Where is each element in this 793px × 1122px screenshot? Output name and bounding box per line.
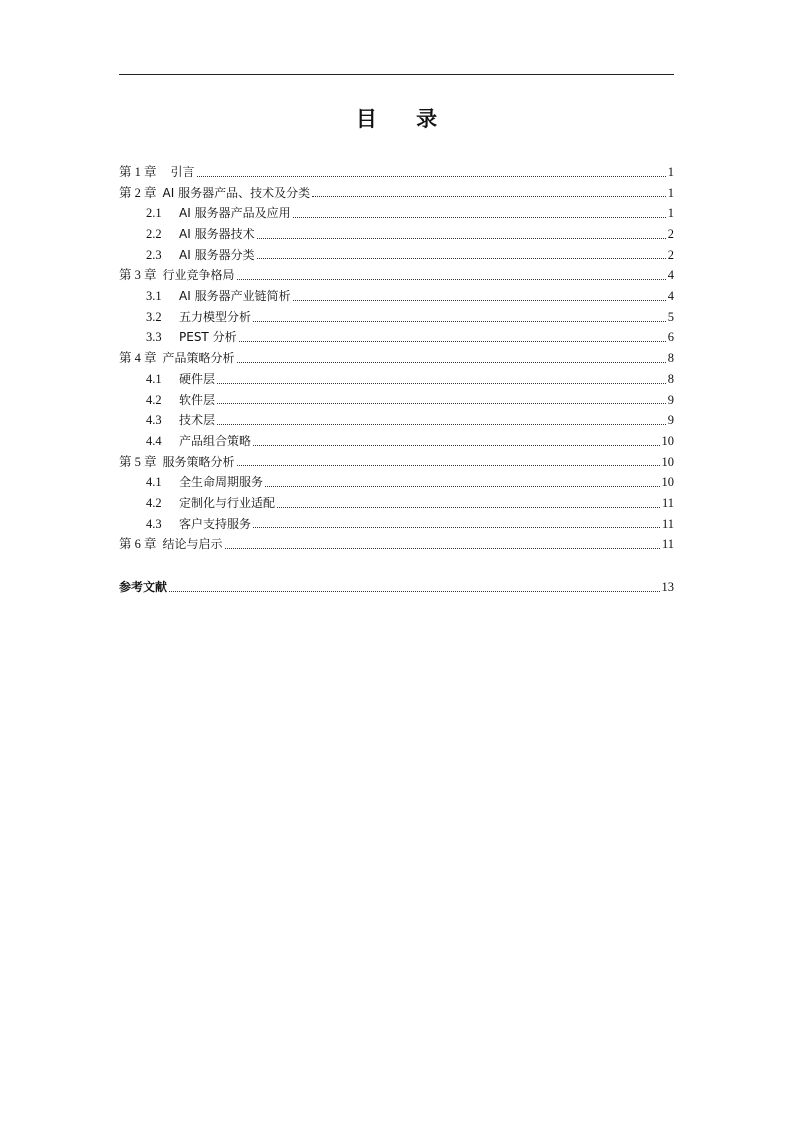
toc-leader-dots — [277, 507, 660, 508]
toc-entry-title: 硬件层 — [179, 371, 216, 386]
toc-leader-dots — [217, 424, 666, 425]
toc-entry-title: 服务策略分析 — [162, 454, 235, 469]
toc-entry-title: AI 服务器技术 — [179, 227, 255, 242]
toc-entry-title: AI 服务器产业链简析 — [179, 289, 291, 304]
toc-page-number: 4 — [667, 268, 674, 283]
toc-leader-dots — [257, 258, 666, 259]
toc-entry-chapter-5[interactable] — [119, 452, 674, 473]
toc-entry-section-4-1[interactable] — [119, 369, 674, 390]
toc-entry-chapter-1[interactable] — [119, 162, 674, 183]
toc-entry-number: 2.2 — [146, 227, 162, 242]
toc-entry-number: 第 6 章 — [119, 537, 157, 552]
toc-page-number: 10 — [661, 475, 674, 490]
toc-page-number: 2 — [667, 227, 674, 242]
toc-entry-section-5-1[interactable] — [119, 472, 674, 493]
toc-entry-section-2-2[interactable] — [119, 224, 674, 245]
toc-page-number: 9 — [667, 413, 674, 428]
toc-entry-title: 产品策略分析 — [162, 351, 235, 366]
toc-leader-dots — [225, 548, 660, 549]
toc-page-number: 8 — [667, 371, 674, 386]
toc-page-number: 13 — [661, 580, 674, 595]
toc-page-number: 10 — [661, 433, 674, 448]
toc-entry-section-2-1[interactable] — [119, 203, 674, 224]
toc-entry-number: 4.1 — [146, 475, 162, 490]
header-rule — [119, 74, 674, 75]
toc-leader-dots — [169, 591, 659, 592]
toc-entry-title: 引言 — [170, 164, 195, 179]
toc-leader-dots — [253, 527, 660, 528]
toc-leader-dots — [312, 196, 666, 197]
toc-entry-chapter-4[interactable] — [119, 348, 674, 369]
toc-entry-section-2-3[interactable] — [119, 245, 674, 266]
table-of-contents — [119, 162, 674, 598]
toc-entry-title: 软件层 — [179, 392, 216, 407]
toc-leader-dots — [239, 341, 666, 342]
page-title: 目 录 — [355, 107, 454, 131]
toc-entry-number: 3.2 — [146, 309, 162, 324]
toc-entry-title: PEST 分析 — [179, 330, 237, 345]
toc-page-number: 8 — [667, 351, 674, 366]
toc-entry-section-3-2[interactable] — [119, 307, 674, 328]
toc-entry-references[interactable] — [119, 577, 674, 598]
toc-page-number: 1 — [667, 185, 674, 200]
toc-entry-section-4-3[interactable] — [119, 410, 674, 431]
toc-page-number: 9 — [667, 392, 674, 407]
toc-leader-dots — [217, 403, 666, 404]
toc-leader-dots — [237, 279, 666, 280]
toc-page-number: 6 — [667, 330, 674, 345]
toc-page-number: 11 — [661, 495, 674, 510]
toc-entry-section-3-1[interactable] — [119, 286, 674, 307]
toc-entry-number: 第 3 章 — [119, 268, 157, 283]
toc-entry-chapter-6[interactable] — [119, 534, 674, 555]
toc-entry-number: 第 4 章 — [119, 351, 157, 366]
toc-entry-title: 定制化与行业适配 — [179, 495, 276, 510]
toc-entry-title: 五力模型分析 — [179, 309, 252, 324]
toc-entry-title: 行业竞争格局 — [162, 268, 235, 283]
toc-page-number: 10 — [661, 454, 674, 469]
toc-entry-number: 4.4 — [146, 433, 162, 448]
toc-leader-dots — [265, 486, 659, 487]
toc-entry-number: 4.3 — [146, 516, 162, 531]
toc-leader-dots — [237, 362, 666, 363]
toc-leader-dots — [293, 300, 666, 301]
toc-entry-number: 3.3 — [146, 330, 162, 345]
toc-entry-title: 结论与启示 — [162, 537, 223, 552]
toc-entry-number: 第 1 章 — [119, 164, 157, 179]
toc-page-number: 1 — [667, 164, 674, 179]
toc-leader-dots — [237, 465, 660, 466]
toc-leader-dots — [293, 217, 666, 218]
toc-leader-dots — [197, 176, 666, 177]
toc-entry-section-3-3[interactable] — [119, 328, 674, 349]
toc-page-number: 1 — [667, 206, 674, 221]
toc-leader-dots — [253, 445, 659, 446]
toc-leader-dots — [257, 238, 666, 239]
toc-entry-number: 第 2 章 — [119, 185, 157, 200]
toc-entry-number: 4.3 — [146, 413, 162, 428]
toc-entry-number: 2.1 — [146, 206, 162, 221]
toc-entry-title: 参考文献 — [119, 580, 168, 595]
toc-leader-dots — [217, 383, 666, 384]
toc-entry-section-5-3[interactable] — [119, 514, 674, 535]
toc-leader-dots — [253, 321, 666, 322]
toc-entry-title: 产品组合策略 — [179, 433, 252, 448]
toc-page-number: 5 — [667, 309, 674, 324]
toc-entry-section-5-2[interactable] — [119, 493, 674, 514]
toc-entry-section-4-4[interactable] — [119, 431, 674, 452]
toc-entry-title: AI 服务器产品、技术及分类 — [162, 185, 311, 200]
toc-entry-number: 2.3 — [146, 247, 162, 262]
toc-entry-title: 技术层 — [179, 413, 216, 428]
toc-entry-title: AI 服务器产品及应用 — [179, 206, 291, 221]
toc-entry-number: 4.2 — [146, 392, 162, 407]
toc-entry-chapter-3[interactable] — [119, 265, 674, 286]
toc-entry-number: 4.1 — [146, 371, 162, 386]
toc-page-number: 2 — [667, 247, 674, 262]
toc-entry-title: 全生命周期服务 — [179, 475, 264, 490]
toc-entry-title: 客户支持服务 — [179, 516, 252, 531]
toc-entry-number: 第 5 章 — [119, 454, 157, 469]
toc-entry-chapter-2[interactable] — [119, 183, 674, 204]
toc-page-number: 11 — [661, 537, 674, 552]
toc-entry-title: AI 服务器分类 — [179, 247, 255, 262]
toc-page-number: 11 — [661, 516, 674, 531]
toc-entry-number: 3.1 — [146, 289, 162, 304]
toc-entry-number: 4.2 — [146, 495, 162, 510]
toc-entry-section-4-2[interactable] — [119, 390, 674, 411]
toc-page-number: 4 — [667, 289, 674, 304]
